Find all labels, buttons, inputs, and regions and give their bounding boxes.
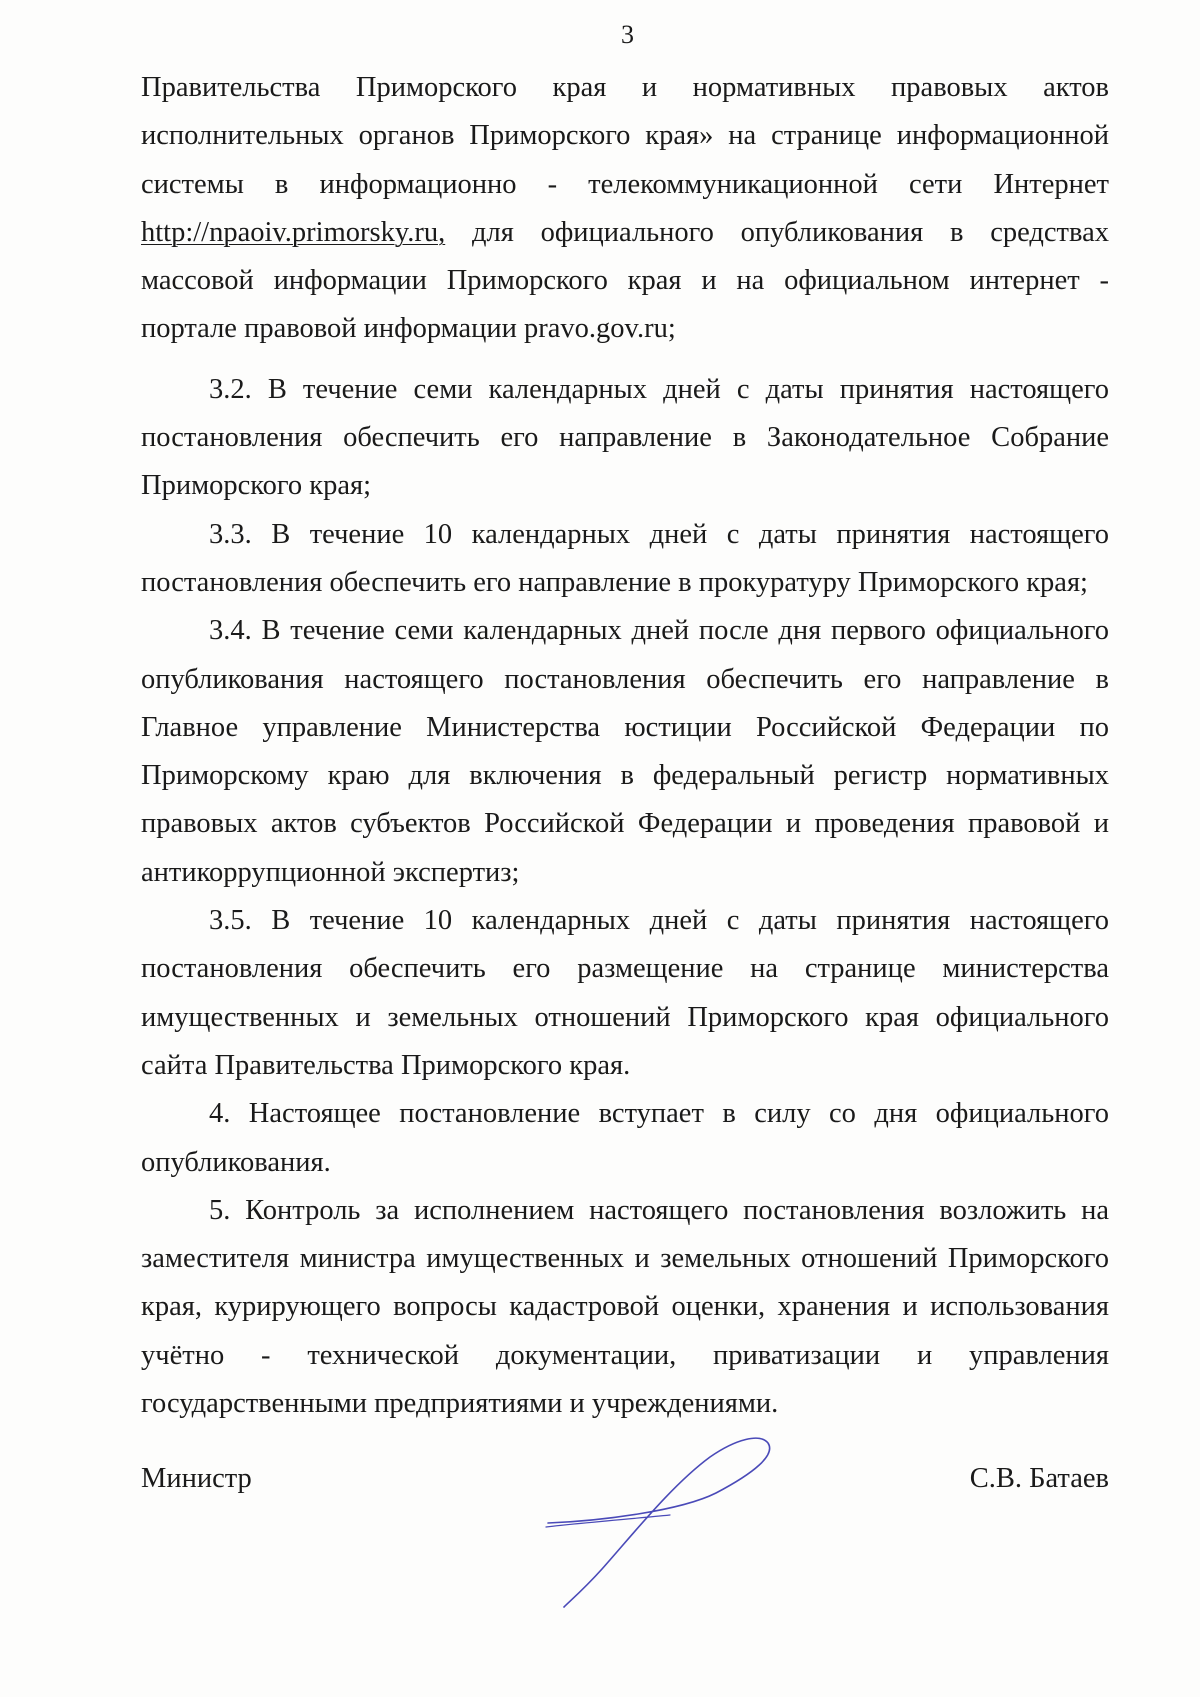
- signature-stroke: [548, 1438, 770, 1607]
- document-body: [141, 64, 1109, 1428]
- paragraph-3-2: 3.2. В течение семи календарных дней с даты принятия настоящего постановления обеспечить его направление в Законодательное Собрание Приморского края;: [141, 373, 1109, 502]
- paragraph-3-4: 3.4. В течение семи календарных дней после дня первого официального опубликования настоящего постановления обеспечить его направление в Главное управление Министерства юстиции Российской Федерации по Приморскому краю для включения в федеральный регистр нормативных правовых актов субъектов Российской Федерации и проведения правовой и антикоррупционной экспертиз;: [141, 615, 1109, 888]
- paragraph-text: для официального опубликования в средствах массовой информации Приморского края и на официальном интернет - портале правовой информации pravo.gov.ru;: [141, 216, 1109, 345]
- paragraph-4: 4. Настоящее постановление вступает в силу со дня официального опубликования.: [141, 1098, 1109, 1178]
- signer-name: С.В. Батаев: [969, 1463, 1109, 1494]
- paragraph-text: Правительства Приморского края и нормативных правовых актов исполнительных органов Приморского края» на странице информационной системы в информационно - телекоммуникационной сети Интернет: [141, 72, 1109, 200]
- handwritten-signature: [540, 1415, 800, 1615]
- paragraph-5: 5. Контроль за исполнением настоящего постановления возложить на заместителя министра имущественных и земельных отношений Приморского края, курирующего вопросы кадастровой оценки, хранения и использования учётно - технической документации, приватизации и управления государственными предприятиями и учреждениями.: [141, 1194, 1109, 1420]
- page-number: 3: [621, 20, 634, 49]
- paragraph-3-3: 3.3. В течение 10 календарных дней с даты принятия настоящего постановления обеспечить его направление в прокуратуру Приморского края;: [141, 518, 1109, 598]
- signature-underline: [546, 1515, 670, 1527]
- portal-link[interactable]: http://npaoiv.primorsky.ru,: [141, 216, 446, 248]
- signer-title: Министр: [141, 1463, 252, 1494]
- paragraph-continuation: [141, 64, 1109, 354]
- paragraph-3-5: 3.5. В течение 10 календарных дней с даты принятия настоящего постановления обеспечить его размещение на странице министерства имущественных и земельных отношений Приморского края официального сайта Правительства Приморского края.: [141, 905, 1109, 1081]
